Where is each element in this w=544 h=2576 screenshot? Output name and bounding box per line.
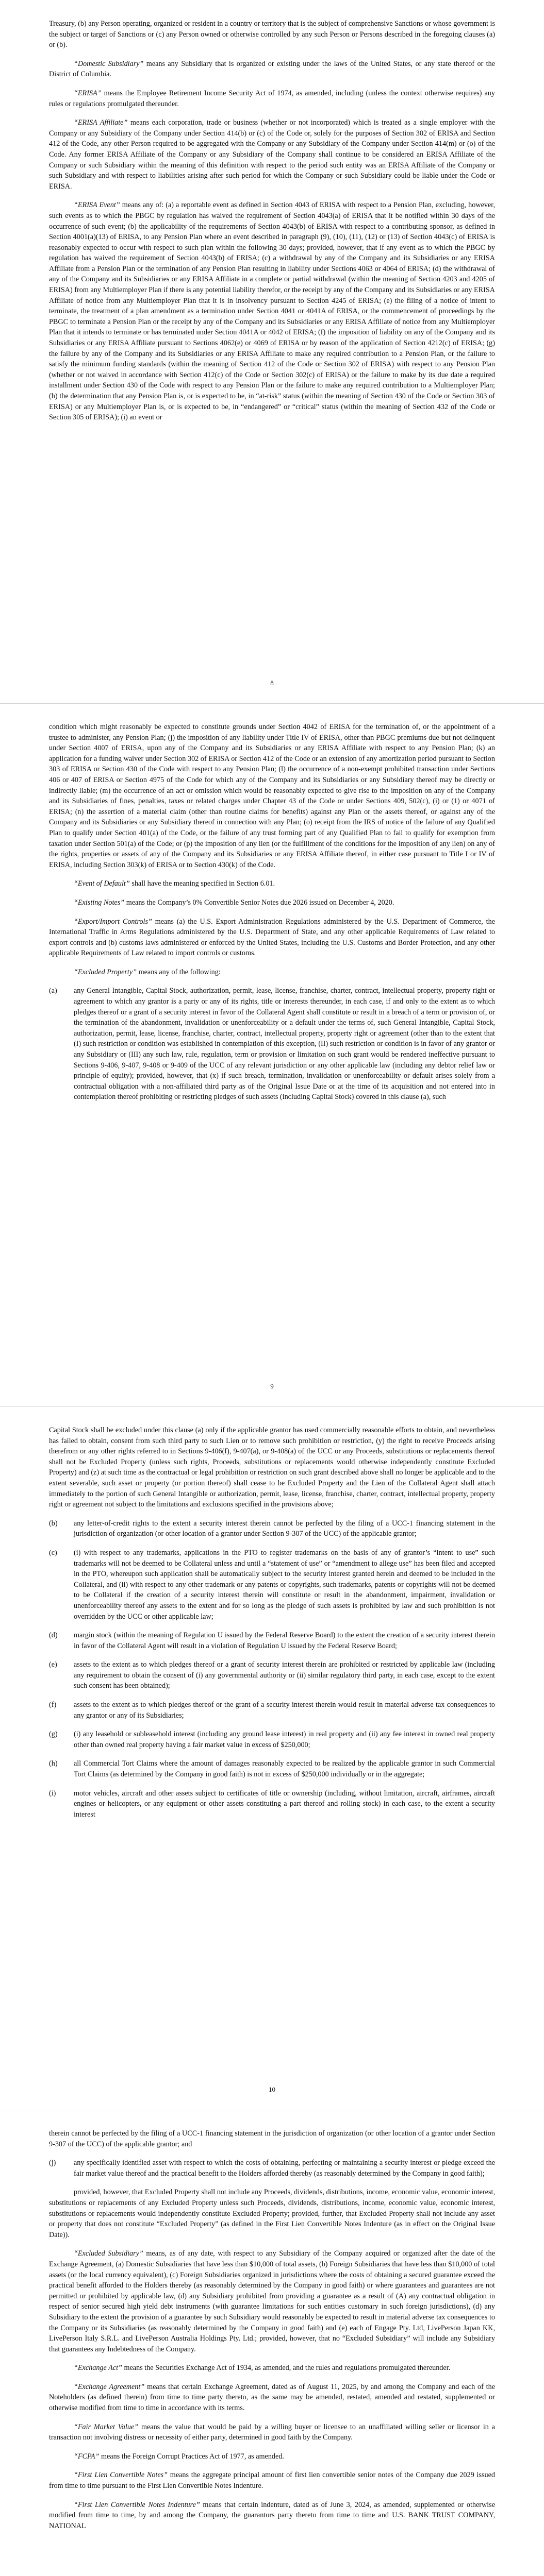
defined-term: “First Lien Convertible Notes” <box>74 2471 168 2480</box>
definition-text: shall have the meaning specified in Section 6.01. <box>129 879 275 888</box>
clause-label: (d) <box>49 1631 58 1640</box>
continuation-paragraph: Capital Stock shall be excluded under this clause (a) only if the applicable grantor has used commercially reasonable efforts to obtain, and nevertheless has failed to obtain, consent from such third party to such Lien or to remove such prohibition or restriction, (y) the right to receive Proceeds arising therefrom or any other rights referred to in Sections 9-406(f), 9-407(a), or 9-408(a) of the UCC or any Proceeds, substitutions or replacements thereof shall not be Excluded Property (unless such rights, Proceeds, substitutions or replacements would otherwise independently constitute Excluded Property) and (z) at such time as the contractual or legal prohibition or restriction on such grant described above shall no longer be applicable and to the extent severable, such asset or property (or portion thereof) shall cease to be Excluded Property and the Lien of the Collateral Agent shall attach immediately to the portion of such General Intangible or authorization, permit, lease, license, franchise, charter, contract, intellectual property, property right or agreement not subject to the limitations and exclusions specified in the provisions above; <box>49 1426 495 1509</box>
page-body <box>49 1425 495 1828</box>
definition-text: means the Employee Retirement Income Security Act of 1974, as amended, including (unless the context otherwise requires) any rules or regulations promulgated thereunder. <box>49 89 495 108</box>
definition-paragraph <box>49 2470 495 2491</box>
clause-text: margin stock (within the meaning of Regulation U issued by the Federal Reserve Board) to the extent the creation of a security interest therein in favor of the Collateral Agent will result in a violation of Regulation U issued by the Federal Reserve Board; <box>74 1631 495 1650</box>
document-page <box>0 1406 544 2110</box>
defined-term: “ERISA” <box>74 89 102 97</box>
clause-label: (b) <box>49 1519 58 1528</box>
page-separator <box>0 1406 544 1407</box>
defined-term: “ERISA Event” <box>74 201 120 210</box>
defined-term: “ERISA Affiliate” <box>74 118 128 127</box>
clause-text: any specifically identified asset with respect to which the costs of obtaining, perfecting or maintaining a security interest or pledge exceed the fair market value thereof and the practical benefit to the Holders afforded thereby (as reasonably determined by the Company in good faith); <box>74 2159 495 2178</box>
clause-text: motor vehicles, aircraft and other assets subject to certificates of title or ownership (including, without limitation, aircraft, airframes, aircraft engines or helicopters, or any equipment or other assets constituting a part thereof and rolling stock) in each case, to the extent a security interest <box>74 1789 495 1819</box>
definition-paragraph <box>49 2422 495 2443</box>
proviso-paragraph: provided, however, that Excluded Property shall not include any Proceeds, dividends, distributions, income, economic value, economic interest, substitutions or replacements of any Excluded Property unless such Proceeds, dividends, distributions, income, economic value, economic interest, substitutions or replacements would independently constitute Excluded Property; provided, further, that Excluded Property shall not include any asset or property that does not constitute “Excluded Property” (as defined in the First Lien Convertible Notes Indenture (as in effect on the Original Issue Date)). <box>49 2188 495 2239</box>
clause-paragraph <box>49 1700 495 1721</box>
clause-paragraph <box>49 1659 495 1691</box>
clause-paragraph <box>49 2158 495 2179</box>
clause-paragraph <box>49 1758 495 1780</box>
clause-text: assets to the extent as to which pledges thereof or a grant of security interest therein are prohibited or restricted by applicable law (including any requirement to obtain the consent of (i) any governmental authority or (ii) similar regulatory third party, in each case, except to the extent such consent has been obtained); <box>74 1660 495 1690</box>
clause-label: (a) <box>49 987 57 995</box>
definition-paragraph <box>49 2500 495 2532</box>
definition-text: means (a) the U.S. Export Administration Regulations administered by the U.S. Department of Commerce, the International Traffic in Arms Regulations administered by the U.S. Department of State, and any other applicable Requirements of Law related to export controls and (b) customs laws administered or enforced by the United States, including the U.S. Customs and Border Protection, and any other applicable Requirements of Law related to import controls or customs. <box>49 917 495 958</box>
clause-text: any General Intangible, Capital Stock, authorization, permit, lease, license, franchise, charter, contract, intellectual property, property right or agreement to which any grantor is a party or any of its rights, title or interests thereunder, in each case, if and only to the extent as to which pledges thereof or a grant of a security interest in favor of the Collateral Agent shall constitute or result in a breach of a term or provision of, or the termination of the abandonment, invalidation or unenforceability or a default under the terms of, such General Intangible, Capital Stock, authorization, permit, lease, license, franchise, charter, contract, intellectual property, property right or agreement (other than to the extent that (I) such restriction or condition was established in contemplation of this exception, (II) such restriction or condition is in favor of any grantor or any Subsidiary or (III) any such law, rule, regulation, term or provision or limitation on such grant would be rendered ineffective pursuant to Sections 9-406, 9-407, 9-408 or 9-409 of the UCC of any relevant jurisdiction or any other applicable law (including any debtor relief law or principle of equity); provided, however, that (x) if such breach, termination, invalidation or unenforceability or default arises solely from a contractual obligation with a non-affiliated third party as of the Original Issue Date or at the time of its acquisition and not entered into in contemplation thereof prohibiting or restricting pledges of such assets (including Capital Stock) covered in this clause (a), such <box>74 987 495 1101</box>
continuation-paragraph: Treasury, (b) any Person operating, organized or resident in a country or territory that is the subject of comprehensive Sanctions or whose government is the subject or target of Sanctions or (c) any Person owned or otherwise controlled by any such Person or Persons described in the foregoing clauses (a) or (b). <box>49 20 495 49</box>
definition-paragraph <box>49 917 495 959</box>
definition-paragraph <box>49 2363 495 2374</box>
page-number: 9 <box>270 1382 274 1390</box>
clause-paragraph <box>49 1630 495 1651</box>
definition-text: means any Subsidiary that is organized or existing under the laws of the United States, or any state thereof or the District of Columbia. <box>49 59 495 79</box>
defined-term: “FCPA” <box>74 2452 100 2461</box>
page-separator <box>0 703 544 704</box>
definition-text: means that certain Exchange Agreement, dated as of August 11, 2025, by and among the Company and each of the Noteholders (as defined therein) from time to time party thereto, as the same may be amended, restated, amended and restated, supplemented or otherwise modified from time to time in accordance with its terms. <box>49 2382 495 2413</box>
page-body <box>49 19 495 431</box>
clause-label: (j) <box>49 2159 56 2167</box>
defined-term: “Exchange Act” <box>74 2364 122 2372</box>
defined-term: “Event of Default” <box>74 879 130 888</box>
definition-text: means the Securities Exchange Act of 1934, as amended, and the rules and regulations promulgated thereunder. <box>122 2364 451 2372</box>
definition-paragraph <box>49 967 495 978</box>
clause-paragraph <box>49 986 495 1103</box>
defined-term: “Excluded Property” <box>74 968 137 976</box>
definition-paragraph <box>49 88 495 109</box>
defined-term: “Exchange Agreement” <box>74 2382 145 2391</box>
definition-text: means each corporation, trade or business (whether or not incorporated) which is treated as a single employer with the Company or any Subsidiary of the Company under Section 414(b) or (c) of the Code or, solely for the purposes of Section 302 of ERISA and Section 412 of the Code, any other Person required to be aggregated with the Company or any Subsidiary of the Company under Section 414(m) or (o) of the Code. Any former ERISA Affiliate of the Company or any Subsidiary of the Company shall continue to be considered an ERISA Affiliate of the Company or such Subsidiary within the meaning of this definition with respect to the period such entity was an ERISA Affiliate of the Company or such Subsidiary and with respect to liabilities arising after such period for which the Company or such Subsidiary could be liable under the Code or ERISA. <box>49 118 496 191</box>
definition-text: means the Company’s 0% Convertible Senior Notes due 2026 issued on December 4, 2020. <box>124 898 394 907</box>
defined-term: “Domestic Subsidiary” <box>74 59 144 68</box>
clause-paragraph <box>49 1518 495 1539</box>
definition-paragraph <box>49 897 495 908</box>
document-page <box>0 0 544 703</box>
clause-text: any letter-of-credit rights to the extent a security interest therein cannot be perfected by the filing of a UCC-1 financing statement in the jurisdiction of organization (or other location of a grantor under Section 9-307 of the UCC) of the applicable grantor; <box>74 1519 495 1538</box>
definition-paragraph <box>49 200 495 422</box>
definition-text: means any of: (a) a reportable event as defined in Section 4043 of ERISA with respect to a Pension Plan, excluding, however, such events as to which the PBGC by regulation has waived the requirement of Section 4043(a) of ERISA that it be notified within 30 days of the occurrence of such event; (b) the applicability of the requirements of Section 4043(b) of ERISA with respect to a contributing sponsor, as defined in Section 4001(a)(13) of ERISA, to any Pension Plan where an event described in paragraph (9), (10), (11), (12) or (13) of Section 4043(c) of ERISA is reasonably expected to occur with respect to such plan within the following 30 days; provided, however, that if any event as to which the PBGC by regulation has waived the requirement of Section 4043(b) of ERISA; (c) a withdrawal by any of the Company and its Subsidiaries or any ERISA Affiliate from a Pension Plan or the termination of any Pension Plan resulting in liability under Sections 4063 or 4064 of ERISA; (d) the withdrawal of any of the Company and its Subsidiaries or any ERISA Affiliate in a complete or partial withdrawal (within the meaning of Section 4203 and 4205 of ERISA) from any Multiemployer Plan if there is any potential liability therefor, or the receipt by any of the Company and its Subsidiaries or any ERISA Affiliate of notice from any Multiemployer Plan that it is in insolvency pursuant to Section 4245 of ERISA; (e) the filing of a notice of intent to terminate, the treatment of a plan amendment as a termination under Section 4041 or 4041A of ERISA, or the commencement of proceedings by the PBGC to terminate a Pension Plan or the receipt by any of the Company and its Subsidiaries or any ERISA Affiliate of notice from any Multiemployer Plan that it intends to terminate or has terminated under Section 4041A or 4042 of ERISA; (f) the imposition of liability on any of the Company and its Subsidiaries or any ERISA Affiliate pursuant to Sections 4062(e) or 4069 of ERISA or by reason of the application of Section 4212(c) of ERISA; (g) the failure by any of the Company and its Subsidiaries or any ERISA Affiliate to make any required contribution to a Pension Plan, or the failure to satisfy the minimum funding standards (within the meaning of Section 412 of the Code or Section 302 of ERISA) with respect to any Pension Plan (whether or not waived in accordance with Section 412(c) of the Code or Section 302(c) of ERISA) or the failure to make by its due date a required installment under Section 430 of the Code with respect to any Pension Plan or the failure to make any required contribution to a Multiemployer Plan; (h) the determination that any Pension Plan is, or is expected to be, in “at-risk” status (within the meaning of Section 430 of the Code or Section 303 of ERISA) or any Multiemployer Plan is, or is expected to be, in “endangered” or “critical” status (within the meaning of Section 432 of the Code or Section 305 of ERISA); (i) an event or <box>49 201 496 422</box>
definition-text: means the value that would be paid by a willing buyer or licensee to an unaffiliated willing seller or licensor in a transaction not involving distress or necessity of either party, determined in good faith by the Company. <box>49 2422 495 2442</box>
page-body <box>49 2128 495 2539</box>
clause-label: (h) <box>49 1759 58 1768</box>
clause-label: (c) <box>49 1548 57 1557</box>
clause-text: all Commercial Tort Claims where the amount of damages reasonably expected to be realized by the applicable grantor in such Commercial Tort Claims (as determined by the Company in good faith) is not in excess of $250,000 individually or in the aggregate; <box>74 1759 495 1779</box>
document-page <box>0 2110 544 2576</box>
definition-paragraph <box>49 59 495 80</box>
clause-label: (f) <box>49 1701 57 1709</box>
definition-text: means, as of any date, with respect to any Subsidiary of the Company acquired or organized after the date of the Exchange Agreement, (a) Domestic Subsidiaries that have less than $10,000 of total assets, (b) Foreign Subsidiaries that have less than $10,000 of total assets (or the local currency equivalent), (c) Foreign Subsidiaries organized in jurisdictions where the costs of obtaining a secured guarantee exceed the practical benefit afforded to the Holders thereby (as reasonably determined by the Company in good faith) or where guarantees and guarantees are not permitted or prohibited by applicable law, (d) any Subsidiary prohibited from providing a guarantee as a result of (A) any contractual obligation in respect of senior secured high yield debt instruments (with guarantee limitations for such entities customary in such foreign jurisdictions), (d) any Subsidiary to the extent the provision of a guarantee by such Subsidiary would reasonably be expected to result in material adverse tax consequences to the Company or its Subsidiaries (as reasonably determined by the Company in good faith) and (e) each of Engage Pty. Ltd, LivePerson Japan KK, LivePerson Italy S.R.L. and LivePerson Australia Holdings Pty. Ltd.; provided, however, that no “Excluded Subsidiary” will include any Subsidiary that guarantees any Indebtedness of the Company. <box>49 2249 495 2353</box>
definition-text: means the aggregate principal amount of first lien convertible senior notes of the Company due 2029 issued from time to time pursuant to the First Lien Convertible Notes Indenture. <box>49 2471 495 2490</box>
defined-term: “First Lien Convertible Notes Indenture” <box>74 2500 200 2509</box>
definition-text: means that certain indenture, dated as of June 3, 2024, as amended, supplemented or otherwise modified from time to time, by and among the Company, the guarantors party thereto from time to time and U.S. BANK TRUST COMPANY, NATIONAL <box>49 2500 496 2530</box>
definition-paragraph <box>49 2451 495 2462</box>
defined-term: “Fair Market Value” <box>74 2422 139 2431</box>
clause-text: (i) with respect to any trademarks, applications in the PTO to register trademarks on the basis of any of grantor’s “intent to use” such trademarks will not be deemed to be Collateral unless and until a “statement of use” or “amendment to allege use” has been filed and accepted in the PTO, whereupon such application shall be automatically subject to the security interest granted herein and deemed to be included in the Collateral, and (ii) with respect to any other trademark or any patents or copyrights, such trademarks, patents or copyrights will not be deemed to be Collateral if the creation of a security interest therein will constitute or result in the abandonment, impairment, invalidation or unenforceability thereof any assets to the extent and for so long as the pledge of such assets is prohibited by law and such prohibition is not overridden by the UCC or other applicable law; <box>74 1548 495 1621</box>
continuation-paragraph: condition which might reasonably be expected to constitute grounds under Section 4042 of ERISA for the termination of, or the appointment of a trustee to administer, any Pension Plan; (j) the imposition of any liability under Title IV of ERISA, other than PBGC premiums due but not delinquent under Section 4007 of ERISA, upon any of the Company and its Subsidiaries or any ERISA Affiliate with respect to any Pension Plan; (k) an application for a funding waiver under Section 302 of ERISA or Section 412 of the Code or an extension of any amortization period pursuant to Section 303 of ERISA or Section 430 of the Code with respect to any Pension Plan; (l) the occurrence of a non-exempt prohibited transaction under Sections 406 or 407 of ERISA or Section 4975 of the Code for which any of the Company and its Subsidiaries or any Subsidiary thereof may be directly or indirectly liable; (m) the occurrence of an act or omission which would be reasonably expected to give rise to the imposition on any of the Company and its Subsidiaries of fines, penalties, taxes or related charges under Chapter 43 of the Code or under Sections 409, 502(c), (i) or (1) or 4071 of ERISA; (n) the assertion of a material claim (other than routine claims for benefits) against any Plan or the assets thereof, or against any of the Company and its Subsidiaries or any Subsidiary thereof in connection with any Plan; (o) receipt from the IRS of notice of the failure of any Qualified Plan to qualify under Section 401(a) of the Code, or the failure of any trust forming part of any Qualified Plan to fail to qualify for exemption from taxation under Section 501(a) of the Code; or (p) the imposition of any lien (or the fulfillment of the conditions for the imposition of any lien) on any of the rights, properties or assets of any of the Company and its Subsidiaries or any ERISA Affiliate thereof, in either case pursuant to Title I or IV of ERISA, including Section 303(k) of ERISA or to Section 430(k) of the Code. <box>49 723 495 869</box>
clause-text: assets to the extent as to which pledges thereof or the grant of a security interest therein would result in material adverse tax consequences to any grantor or any of its Subsidiaries; <box>74 1701 495 1720</box>
definition-text: means any of the following: <box>137 968 221 976</box>
definition-paragraph <box>49 2248 495 2354</box>
clause-text: (i) any leasehold or subleasehold interest (including any ground lease interest) in real property and (ii) any fee interest in owned real property other than owned real property having a fair market value in excess of $250,000; <box>74 1730 495 1749</box>
document-page <box>0 703 544 1406</box>
definition-paragraph <box>49 2382 495 2414</box>
definition-text: means the Foreign Corrupt Practices Act of 1977, as amended. <box>99 2452 284 2461</box>
page-number: 10 <box>269 2086 275 2093</box>
clause-label: (e) <box>49 1660 57 1669</box>
definition-paragraph <box>49 117 495 192</box>
page-number: 8 <box>270 679 274 687</box>
continuation-paragraph: therein cannot be perfected by the filing of a UCC-1 financing statement in the jurisdiction of organization (or other location of a grantor under Section 9-307 of the UCC) of the applicable grantor; and <box>49 2129 495 2148</box>
definition-paragraph <box>49 878 495 889</box>
clause-label: (i) <box>49 1789 56 1798</box>
clause-label: (g) <box>49 1730 58 1739</box>
clause-paragraph <box>49 1788 495 1820</box>
clause-paragraph <box>49 1548 495 1622</box>
clause-paragraph <box>49 1729 495 1750</box>
page-body <box>49 722 495 1111</box>
defined-term: “Existing Notes” <box>74 898 125 907</box>
defined-term: “Export/Import Controls” <box>74 917 152 926</box>
defined-term: “Excluded Subsidiary” <box>74 2249 143 2258</box>
